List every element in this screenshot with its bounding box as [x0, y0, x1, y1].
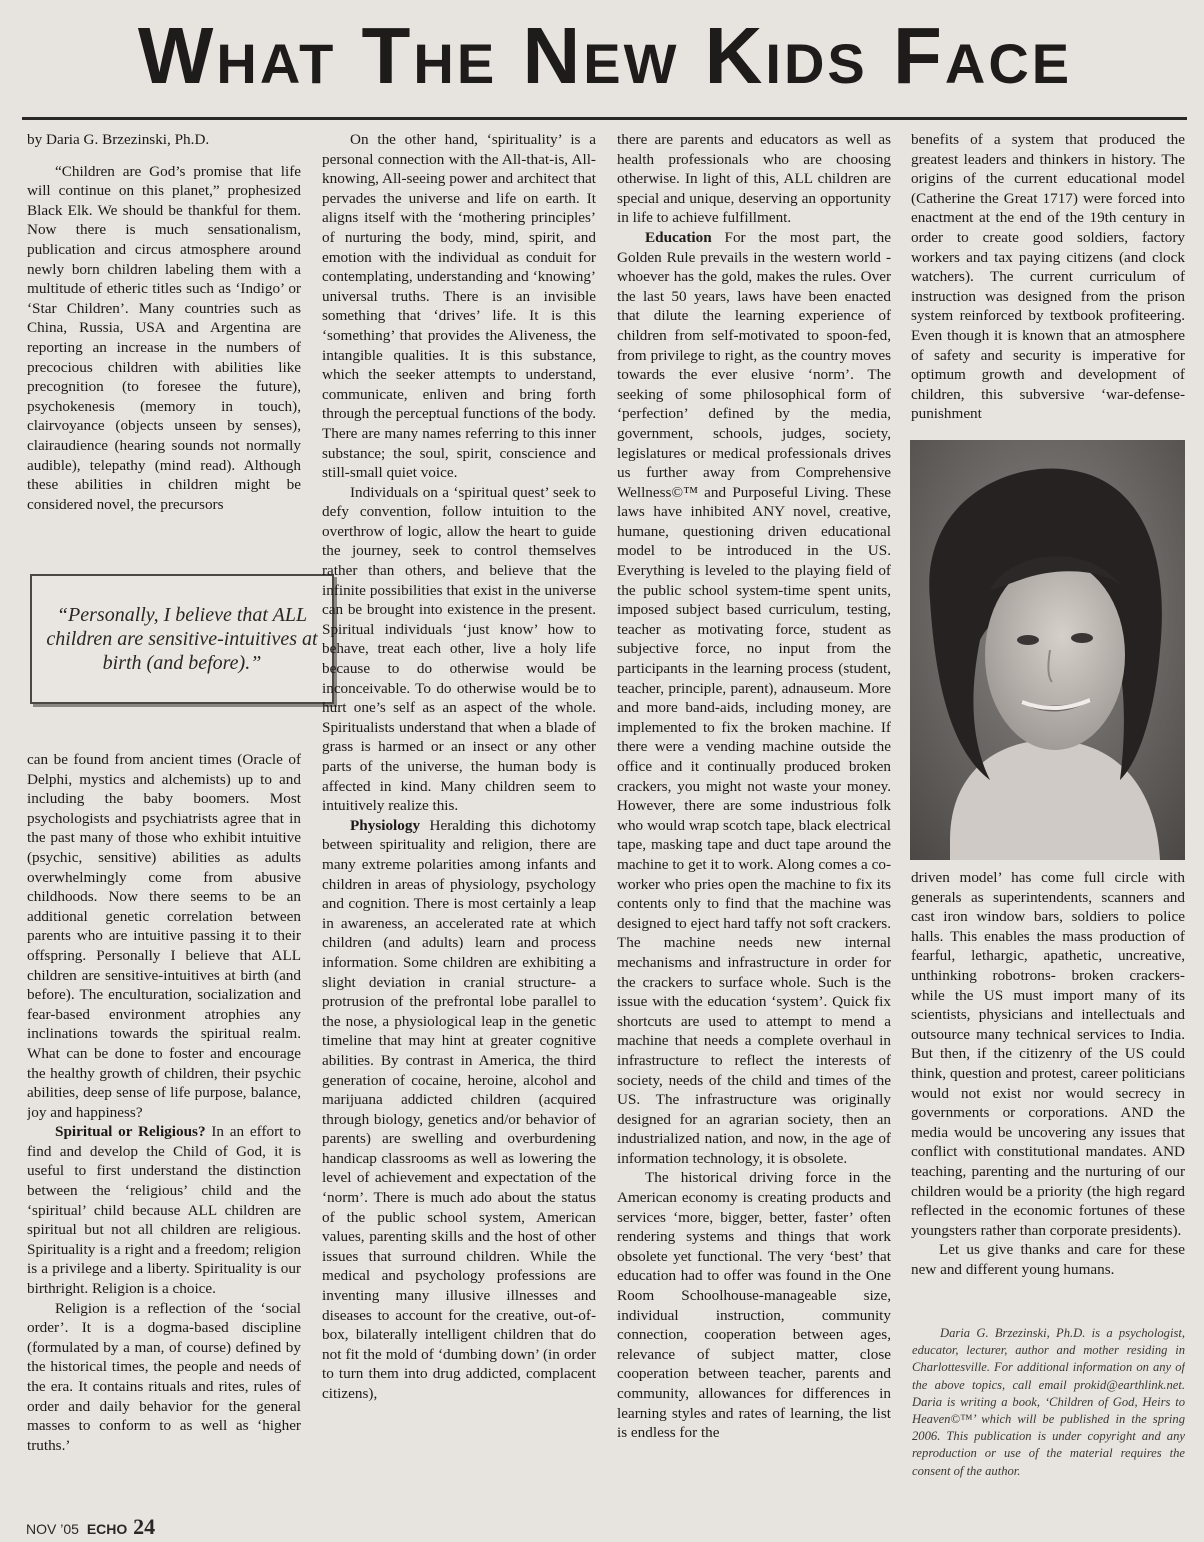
- byline: by Daria G. Brzezinski, Ph.D.: [27, 131, 210, 148]
- education-text: For the most part, the Golden Rule prevails in the western world - whoever has the gold, makes the rules. Over the last 50 years, laws have been enacted that dilute the learning experience of children from self-motivated to spoon-fed, from privilege to right, as the country moves towards the ever elusive ‘norm’. The seeking of some philosophical form of ‘perfection’ defined by the media, government, schools, judges, society, legislatures or medical professionals drives us further away from Comprehensive Wellness©™ and Purposeful Living. These laws have inhibited ANY novel, creative, humane, questioning driven educational model to be introduced in the US. Everything is leveled to the playing field of the public school system-time spent units, imposed subject based curriculum, testing, teacher as motivating force, student as subjective force, no input from the participants in the learning process (student, teacher, principle, parent), adnauseum. More and more band-aids, including money, are implemented to fix the broken machine. If there were a vending machine outside the office and it continually produced broken crackers, you might not waste your money. However, there are some industrious folk who would wrap scotch tape, black electrical tape, masking tape and duct tape around the machine to get it to work. Along comes a co-worker who pries open the machine to fix its contents only to find that the machine was designed to eject hard taffy not soft crackers. The machine needs new internal mechanisms and infrastructure in order for the crackers to surface whole. Such is the issue with the education ‘system’. Quick fix shortcuts are used to attempt to mend a machine that needs a complete overhaul in infrastructure to reflect the interests of society, needs of the child and times of the US. The infrastructure was originally designed for an agrarian society, then an industrialized nation, and now, in the age of information technology, it is obsolete.: [617, 228, 891, 1167]
- col4-opening: benefits of a system that produced the greatest leaders and thinkers in history. The origins of the current educational model (Catherine the Great 1717) were forced into enactment at the end of the 19th century in order to create good soldiers, factory workers and tax paying citizens (and clock watchers). The current curriculum of instruction was designed from the prison system reinforced by textbook profiteering. Even though it is known that an atmosphere of safety and security is imperative for optimum growth and development of children, this subversive ‘war-defense-punishment: [911, 131, 1185, 423]
- author-portrait-image: [910, 440, 1185, 860]
- col2-spirituality-paragraph: On the other hand, ‘spirituality’ is a personal connection with the All-that-is, All-knowing, All-seeing power and architect that pervades the universe and life on earth. It aligns itself with the ‘mothering principles’ of nurturing the body, mind, spirit, and emotion with the individual as conduit for contemplating, understanding and ‘knowing’ universal truths. There is an invisible something that ‘drives’ life. It is this ‘something’ that provides the Aliveness, the intangible qualities. It is this substance, which the seeker attempts to understand, communicate, enliven and bring forth through the perceptual functions of the body. There are many names referring to this inner substance; the soul, spirit, conscience and still-small quiet voice.: [322, 131, 596, 482]
- heading-spiritual: Spiritual or Religious?: [55, 1123, 206, 1141]
- issue-date: NOV ’05: [26, 1521, 79, 1537]
- spiritual-paragraph: [27, 1122, 301, 1298]
- page-footer: [26, 1514, 155, 1540]
- column-4-top: [911, 130, 1185, 430]
- heading-education: Education: [645, 228, 712, 246]
- pull-quote: “Personally, I believe that ALL children are sensitive-intuitives at birth (and before).”: [46, 604, 318, 674]
- column-1-bottom: [27, 750, 301, 1512]
- col4-continuation: driven model’ has come full circle with generals as superintendents, scanners and cast iron window bars, soldiers to police halls. This enables the mass production of fearful, lethargic, apathetic, uncreative, unthinking robotrons- broken crackers- while the US must import many of its scientists, physicians and intellectuals and outsource many technical services to India. But then, if the citizenry of the US could think, question and protest, career politicians would not exist nor would secrecy in governments or corporations. AND the media would be uncovering any issues that conflict with constitutional mandates. AND teaching, parenting and the nurturing of our children would be a priority (the high regard reflected in the economic fortunes of these youngsters rather than corporate presidents).: [911, 869, 1185, 1239]
- author-photo: [910, 440, 1185, 860]
- column-2: [322, 130, 596, 1512]
- publication-name: ECHO: [86, 1521, 128, 1537]
- author-bio-text: Daria G. Brzezinski, Ph.D. is a psychologist, educator, lecturer, author and mother residing in Charlottesville. For additional information on any of the above topics, call email prokid@earthlink.net. Daria is writing a book, ‘Children of God, Heirs to Heaven©™’ which will be published in the spring 2006. This publication is under copyright and any reproduction or use of the material requires the consent of the author.: [912, 1326, 1185, 1478]
- col1-intro-paragraph: “Children are God’s promise that life will continue on this planet,” prophesized Black Elk. We should be thankful for them. Now there is much sensationalism, publication and circus atmosphere around newly born children labeling them with a multitude of etheric titles such as ‘Indigo’ or ‘Star Children’. Many countries such as China, Russia, USA and Argentina are reporting an increase in the numbers of precocious children with abilities like precognition (to foresee the future), psychokenesis (memory in touch), clairvoyance (objects unseen by senses), clairaudience (hearing sounds not normally audible), telepathy (mind read). Although these abilities in children might be considered novel, the precursors: [27, 162, 301, 513]
- physiology-paragraph: [322, 816, 596, 1404]
- col1-continuation: can be found from ancient times (Oracle of Delphi, mystics and alchemists) up to and including the baby boomers. Most psychologists and psychiatrists agree that in the past many of those who exhibit intuitive (psychic, sensitive) abilities as adults overwhelmingly come from abusive childhoods. Now there seems to be an additional genetic correlation between parents who are intuitive passing it to their offspring. Personally I believe that ALL children are sensitive-intuitives at birth (and before). The enculturation, socialization and fear-based environment atrophies any inclinations towards the spiritual realm. What can be done to foster and encourage the healthy growth of children, their psychic abilities, deep sense of life purpose, balance, joy and happiness?: [27, 751, 301, 1121]
- col4-closing-paragraph: Let us give thanks and care for these new and different young humans.: [911, 1241, 1185, 1278]
- column-3: [617, 130, 891, 1512]
- heading-physiology: Physiology: [350, 816, 421, 834]
- column-1-top: [27, 130, 301, 532]
- religion-paragraph: Religion is a reflection of the ‘social order’. It is a dogma-based discipline (formulated by a man, of course) defined by the historical times, the people and needs of the era. It contains rituals and rites, rules of order and daily behavior for the general masses to conform to as well as ‘higher truths.’: [27, 1299, 301, 1454]
- spiritual-text: In an effort to find and develop the Child of God, it is useful to first understand the distinction between the ‘religious’ child and the ‘spiritual’ child because ALL children are spiritual but not all children are religious. Spirituality is a right and a freedom; religion is a privilege and a liberty. Spirituality is our birthright. Religion is a choice.: [27, 1123, 301, 1298]
- page-number: 24: [133, 1514, 156, 1539]
- col3-opening: there are parents and educators as well as health professionals who are choosing otherwise. In light of this, ALL children are special and unique, deserving an opportunity in life to achieve fulfillment.: [617, 131, 891, 227]
- pull-quote-box: [30, 574, 334, 704]
- col2-quest-paragraph: Individuals on a ‘spiritual quest’ seek to defy convention, follow intuition to the overthrow of logic, allow the heart to guide the journey, seek to control themselves rather than others, and believe that the infinite possibilities that exist in the universe can be brought into existence in the present. Spiritual individuals ‘just know’ how to behave, treat each other, live a holy life because to do otherwise would be inconceivable. To do otherwise would be to hurt one’s self as an aspect of the whole. Spiritualists understand that when a blade of grass is harmed or an insect or any other parts of the universe, the human body is affected in kind. Many children seem to intuitively realize this.: [322, 483, 596, 815]
- column-4-bottom: [911, 868, 1185, 1318]
- headline-rule: [22, 117, 1187, 120]
- physiology-text: Heralding this dichotomy between spirituality and religion, there are many extreme polarities among infants and children in areas of physiology, psychology and cognition. There is most certainly a leap in awareness, an accelerated rate at which children (and adults) learn and process information. Some children are exhibiting a slight deviation in cranial structure- a protrusion of the prefrontal lobe parallel to the nose, a physiological leap in the genetic timeline that may hint at greater cognitive abilities. By contrast in America, the third generation of cocaine, heroine, alcohol and marijuana addicted children (acquired through biology, genetics and/or behavior of parents) are swelling and overburdening handicap classrooms as well as lowering the level of achievement and expectation of the ‘norm’. There is much ado about the status of the public school system, American values, parenting skills and the host of other issues that surround children. While the medical and psychology professions are inventing many illusive illnesses and diseases to account for the creative, out-of-box, bilaterally intelligent children that do not fit the mold of ‘dumbing down’ (in order to turn them into drug addicted, complacent citizens),: [322, 816, 596, 1402]
- article-headline: What The New Kids Face: [137, 11, 1073, 100]
- col3-economy-paragraph: The historical driving force in the American economy is creating products and services ‘more, bigger, better, faster’ often rendering systems and things that work obsolete yet functional. The very ‘best’ that education had to offer was found in the One Room Schoolhouse-manageable size, individual instruction, community connection, cooperation between ages, relevance of subject matter, close cooperation between teacher, parents and community, allowances for differences in learning styles and rates of learning, the list is endless for the: [617, 1169, 891, 1442]
- author-bio: [912, 1325, 1185, 1505]
- education-paragraph: [617, 228, 891, 1169]
